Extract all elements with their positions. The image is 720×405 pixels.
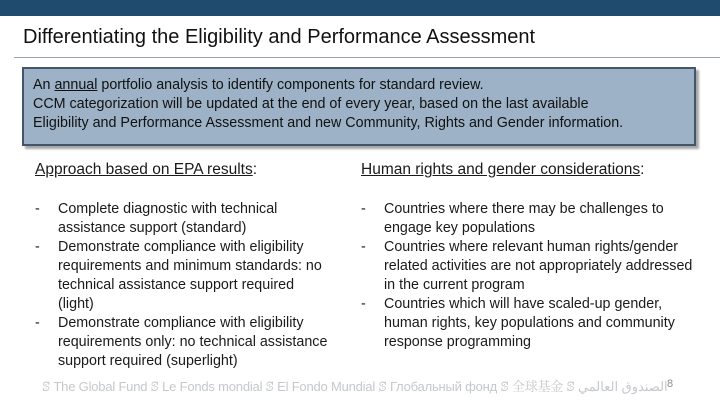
top-banner: [0, 0, 720, 16]
global-fund-wordmark: ꕷ The Global Fund ꕷ Le Fonds mondial ꕷ El Fondo Mundial ꕷ Глобальный фонд ꕷ 全球基金 ꕷ الصندوق العالمي: [42, 379, 668, 394]
callout-emphasis-annual: annual: [54, 77, 98, 93]
list-item-text: Complete diagnostic with technical assistance support (standard): [58, 201, 278, 236]
callout-line-2: CCM categorization will be updated at the end of every year, based on the last available: [33, 96, 589, 112]
list-item: [361, 200, 704, 238]
bullet-dash: -: [35, 239, 40, 255]
list-item-text: Countries where relevant human rights/gender related activities are not appropriately addressed in the current program: [384, 239, 693, 293]
list-item-text: Demonstrate compliance with eligibility requirements only: no technical assistance support required (superlight): [58, 315, 328, 369]
human-rights-gender-heading: [361, 160, 706, 179]
page-number: 8: [667, 378, 674, 390]
bullet-dash: -: [35, 315, 40, 331]
list-item: [35, 238, 330, 314]
bullet-dash: -: [361, 296, 366, 312]
human-rights-gender-heading-text: Human rights and gender considerations: [361, 161, 641, 178]
human-rights-gender-column: [361, 160, 706, 352]
callout-line-1-prefix: An: [33, 77, 55, 93]
bullet-dash: -: [35, 201, 40, 217]
epa-approach-heading: [35, 160, 335, 179]
epa-approach-column: [35, 160, 335, 371]
bullet-dash: -: [361, 239, 366, 255]
list-item: [361, 295, 704, 352]
summary-callout-box: [22, 67, 696, 146]
list-item: [35, 314, 330, 371]
human-rights-gender-list: [361, 200, 706, 352]
epa-approach-heading-colon: :: [252, 161, 258, 178]
title-divider: [14, 57, 720, 58]
callout-line-1-suffix: portfolio analysis to identify components for standard review.: [97, 77, 484, 93]
list-item-text: Demonstrate compliance with eligibility requirements and minimum standards: no technical assistance support required (light): [58, 239, 322, 312]
human-rights-gender-heading-colon: :: [640, 161, 645, 178]
list-item-text: Countries which will have scaled-up gender, human rights, key populations and community response programming: [384, 296, 675, 350]
list-item: [361, 238, 704, 295]
callout-line-3: Eligibility and Performance Assessment and new Community, Rights and Gender information.: [33, 115, 624, 131]
list-item-text: Countries where there may be challenges to engage key populations: [384, 201, 664, 236]
callout-line-1: [33, 76, 694, 95]
epa-approach-list: [35, 200, 335, 371]
slide-title: Differentiating the Eligibility and Performance Assessment: [23, 26, 536, 48]
bullet-dash: -: [361, 201, 366, 217]
list-item: [35, 200, 330, 238]
epa-approach-heading-text: Approach based on EPA results: [35, 161, 253, 178]
